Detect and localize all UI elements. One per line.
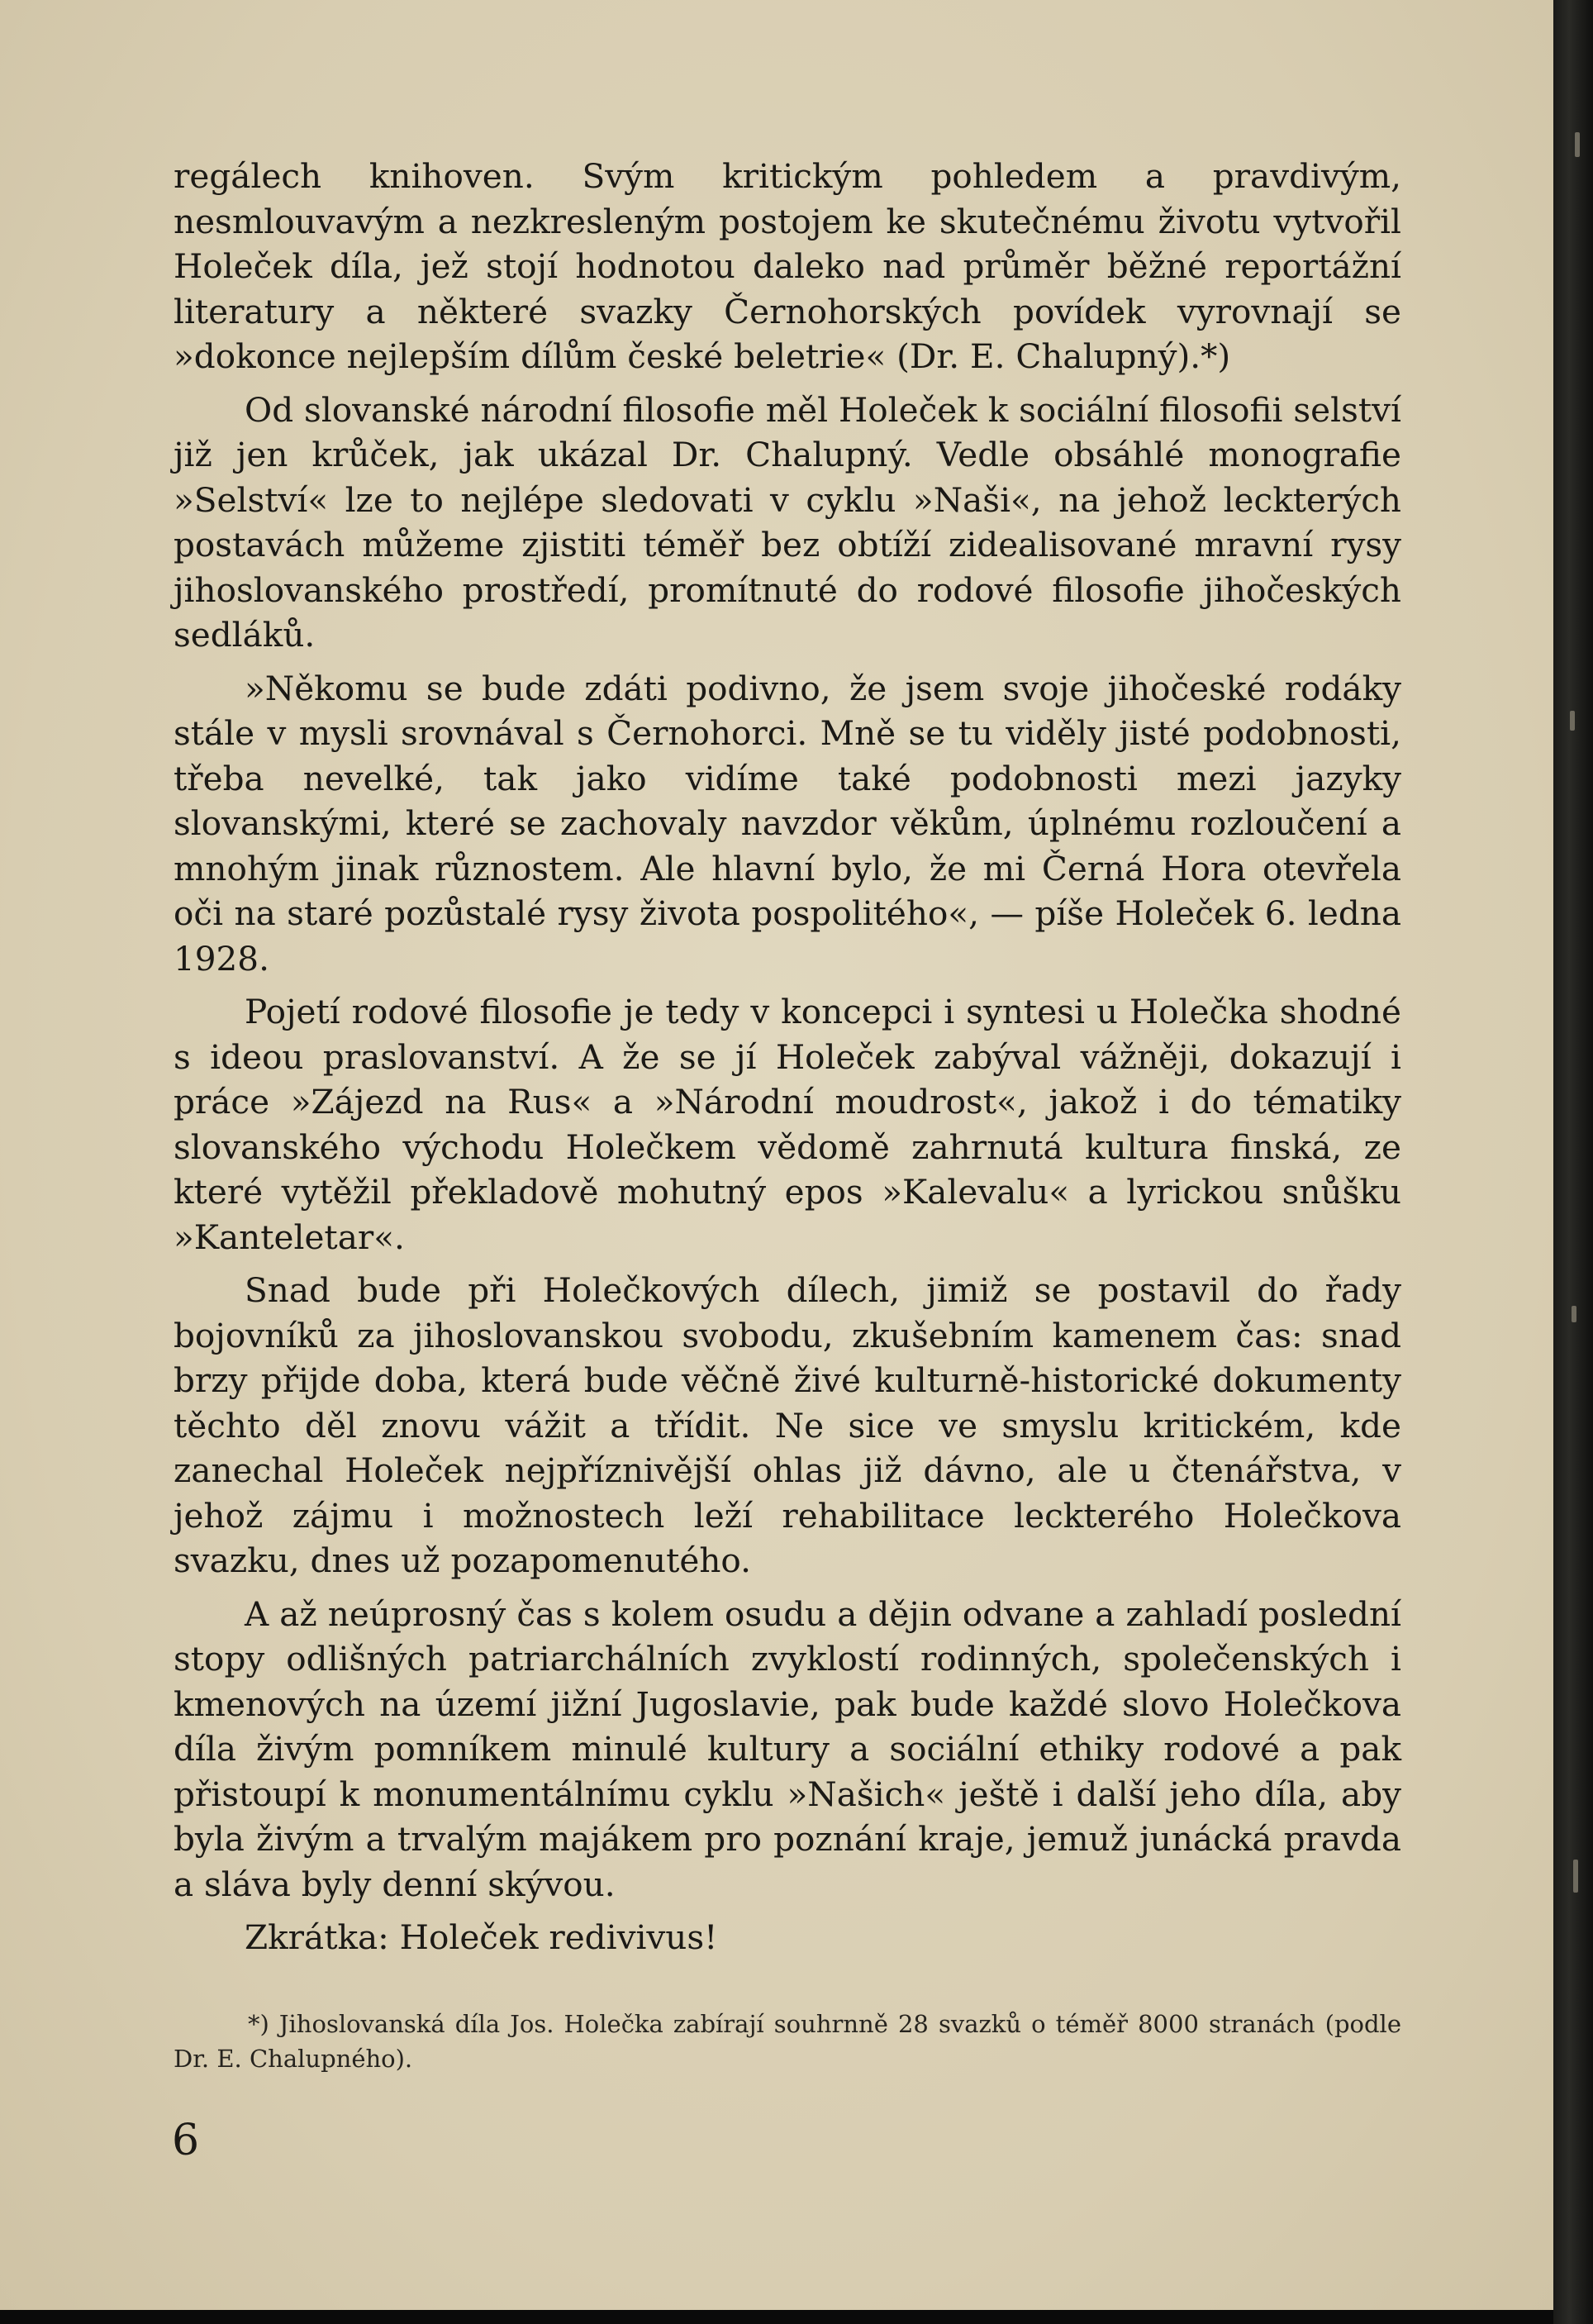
paragraph-3-quote: »Někomu se bude zdáti podivno, že jsem svoje jihočeské rodáky stále v mysli srovnával s Černohorci. Mně se tu viděly jisté podobnosti, třeba nevelké, tak jako vidíme také podobnosti mezi jazyky slovanskými, které se zachovaly navzdor věkům, úplnému rozloučení a mnohým jinak různostem. Ale hlavní bylo, že mi Černá Hora otevřela oči na staré pozůstalé rysy života pospolitého«, — píše Holeček 6. ledna 1928.	[174, 668, 1401, 979]
paragraph-4: Pojetí rodové filosofie je tedy v koncepci i syntesi u Holečka shodné s ideou praslovanství. A že se jí Holeček zabýval vážněji, dokazují i práce »Zájezd na Rus« a »Národní moudrost«, jakož i do tématiky slovanského východu Holečkem vědomě zahrnutá kultura finská, ze které vytěžil překladově mohutný epos »Kalevalu« a lyrickou snůšku »Kanteletar«.	[174, 992, 1401, 1257]
paragraph-2: Od slovanské národní filosofie měl Holeček k sociální filosofii selství již jen krůček, jak ukázal Dr. Chalupný. Vedle obsáhlé monografie »Selství« lze to nejlépe sledovati v cyklu »Naši«, na jehož leckterých postavách můžeme zjistiti téměř bez obtíží zidealisované mravní rysy jihoslovanského prostředí, promítnuté do rodové filosofie jihočeských sedláků.	[174, 389, 1401, 655]
paragraph-closing: Zkrátka: Holeček redivivus!	[245, 1917, 718, 1957]
edge-mark	[1570, 711, 1575, 731]
edge-mark	[1575, 132, 1580, 157]
edge-mark	[1573, 1860, 1578, 1893]
paragraph-1: regálech knihoven. Svým kritickým pohledem a pravdivým, nesmlouvavým a nezkresleným postojem ke skutečnému životu vytvořil Holeček díla, jež stojí hodnotou daleko nad průměr běžné reportážní literatury a některé svazky Černohorských povídek vyrovnají se »dokonce nejlepším dílům české beletrie« (Dr. E. Chalupný).*)	[174, 156, 1401, 376]
paragraph-6: A až neúprosný čas s kolem osudu a dějin odvane a zahladí poslední stopy odlišných patriarchálních zvyklostí rodinných, společenských i kmenových na území jižní Jugoslavie, pak bude každé slovo Holečkova díla živým pomníkem minulé kultury a sociální ethiky rodové a pak přistoupí k monumentálnímu cyklu »Našich« ještě i další jeho díla, aby byla živým a trvalým majákem pro poznání kraje, jemuž junácká pravda a sláva byly denní skývou.	[174, 1593, 1401, 1904]
page-number: 6	[172, 2116, 200, 2165]
footnote-text: *) Jihoslovanská díla Jos. Holečka zabírají souhrnně 28 svazků o téměř 8000 stranách (podle Dr. E. Chalupného).	[174, 2010, 1401, 2073]
page-edge-shadow	[1553, 0, 1593, 2324]
main-text	[174, 154, 1401, 1969]
edge-mark	[1572, 1306, 1576, 1322]
footnote	[174, 2007, 1401, 2076]
paragraph-5: Snad bude při Holečkových dílech, jimiž se postavil do řady bojovníků za jihoslovanskou svobodu, zkušebním kamenem čas: snad brzy přijde doba, která bude věčně živé kulturně-historické dokumenty těchto děl znovu vážit a třídit. Ne sice ve smyslu kritickém, kde zanechal Holeček nejpříznivější ohlas již dávno, ale u čtenářstva, v jehož zájmu i možnostech leží rehabilitace leckterého Holečkova svazku, dnes už pozapomenutého.	[174, 1270, 1401, 1580]
